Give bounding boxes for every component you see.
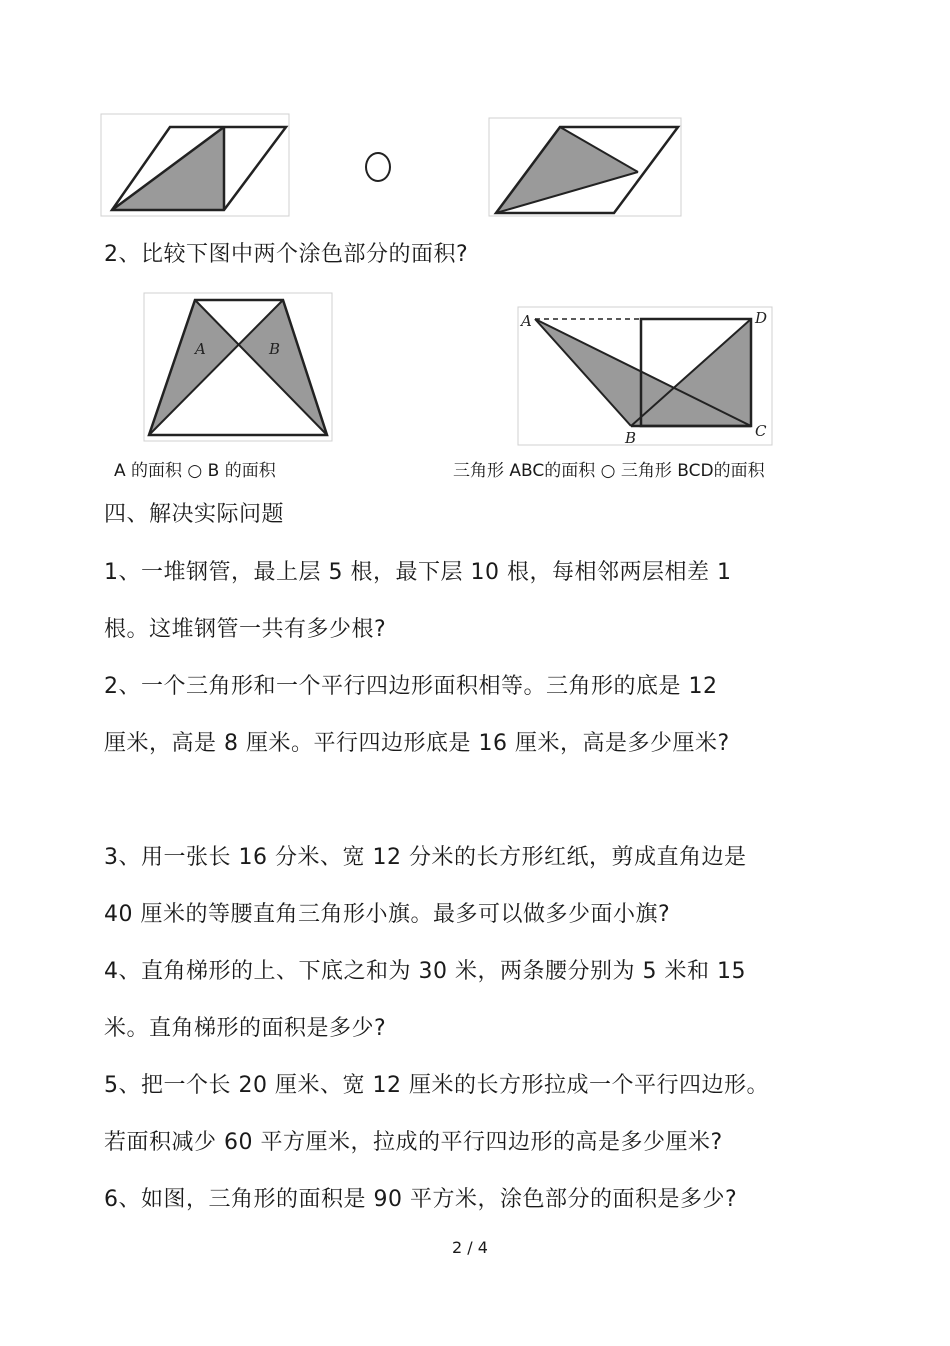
figure-label-a: A [521,312,532,330]
problem-5-line-1: 5、把一个长 20 厘米、宽 12 厘米的长方形拉成一个平行四边形。 [104,1073,769,1098]
caption-left: A 的面积 ○ B 的面积 [114,461,276,481]
problem-1-line-1: 1、一堆钢管，最上层 5 根，最下层 10 根，每相邻两层相差 1 [104,560,732,585]
page-number: 2 / 4 [452,1238,488,1257]
figure-label-b: B [625,429,637,446]
question-2-title: 2、比较下图中两个涂色部分的面积? [104,242,469,267]
problem-2-line-1: 2、一个三角形和一个平行四边形面积相等。三角形的底是 12 [104,674,718,699]
problem-3-line-1: 3、用一张长 16 分米、宽 12 分米的长方形红纸，剪成直角边是 [104,845,747,870]
problem-4-line-1: 4、直角梯形的上、下底之和为 30 米，两条腰分别为 5 米和 15 [104,959,746,984]
problem-4-line-2: 米。直角梯形的面积是多少? [104,1016,387,1041]
problem-2-line-2: 厘米，高是 8 厘米。平行四边形底是 16 厘米，高是多少厘米? [104,731,730,756]
figure-label-c: C [755,422,767,440]
trapezoid-figure [143,292,333,442]
figure-label-d: D [755,309,768,327]
trapezoid-label-a: A [195,340,206,358]
trapezoid-label-b: B [269,340,281,358]
problem-3-line-2: 40 厘米的等腰直角三角形小旗。最多可以做多少面小旗? [104,902,671,927]
square-triangle-figure [517,306,773,446]
caption-right: 三角形 ABC的面积 ○ 三角形 BCD的面积 [453,461,765,481]
parallelogram-figure-right [488,117,682,217]
problem-1-line-2: 根。这堆钢管一共有多少根? [104,617,387,642]
problem-5-line-2: 若面积减少 60 平方厘米，拉成的平行四边形的高是多少厘米? [104,1130,723,1155]
problem-6-line-1: 6、如图，三角形的面积是 90 平方米，涂色部分的面积是多少? [104,1187,738,1212]
parallelogram-figure-left [100,113,290,217]
section-title: 四、解决实际问题 [104,502,285,527]
compare-circle-blank[interactable] [365,152,391,182]
